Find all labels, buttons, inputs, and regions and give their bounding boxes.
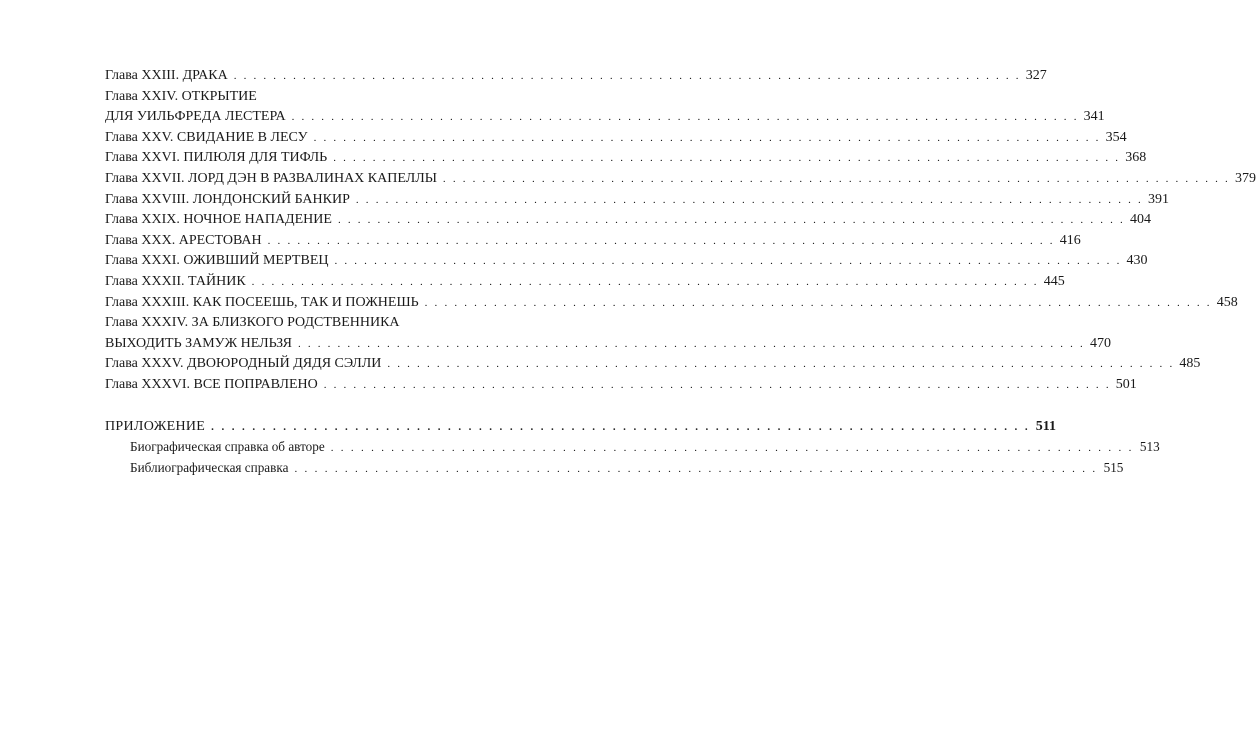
chapter-page-number: 391 bbox=[1147, 191, 1169, 207]
chapter-entry bbox=[105, 87, 494, 108]
chapter-entry bbox=[105, 231, 1081, 252]
chapter-list bbox=[105, 66, 1256, 396]
chapter-page-number: 404 bbox=[1130, 212, 1151, 228]
appendix-item-entry bbox=[105, 437, 1160, 458]
chapter-entry bbox=[105, 293, 1238, 314]
section-gap bbox=[105, 396, 494, 417]
chapter-title: Глава XXXII. ТАЙНИК bbox=[105, 273, 246, 289]
appendix-item-page-number: 515 bbox=[1103, 459, 1124, 475]
chapter-title: Глава XXVI. ПИЛЮЛЯ ДЛЯ ТИФЛЬ bbox=[105, 150, 328, 166]
chapter-entry bbox=[105, 128, 1127, 149]
chapter-entry bbox=[105, 272, 1065, 293]
dot-leader: . . . . . . . . . . . . . . . . . . . . . . . . . . . . . . . . . . . . . . . . . . . . . . . . . . . . . . . . . . . . . . . . . . . . . . . . . . . . . . . . bbox=[387, 358, 1175, 371]
chapter-page-number: 341 bbox=[1083, 109, 1105, 125]
chapter-page-number: 354 bbox=[1105, 129, 1127, 145]
chapter-entry bbox=[105, 148, 1147, 169]
chapter-title: Глава XXIV. ОТКРЫТИЕ bbox=[105, 88, 257, 104]
chapter-entry bbox=[105, 313, 494, 334]
chapter-title: Глава XXIII. ДРАКА bbox=[105, 68, 228, 83]
chapter-title: Глава XXV. СВИДАНИЕ В ЛЕСУ bbox=[105, 129, 308, 145]
chapter-title: Глава XXVII. ЛОРД ДЭН В РАЗВАЛИНАХ КАПЕЛЛЫ bbox=[105, 170, 437, 186]
dot-leader: . . . . . . . . . . . . . . . . . . . . . . . . . . . . . . . . . . . . . . . . . . . . . . . . . . . . . . . . . . . . . . . . . . . . . . . . . . . . . . . . bbox=[294, 462, 1098, 475]
chapter-entry bbox=[105, 66, 1047, 87]
appendix-item-list bbox=[105, 437, 1160, 478]
chapter-page-number: 445 bbox=[1043, 273, 1065, 289]
dot-leader: . . . . . . . . . . . . . . . . . . . . . . . . . . . . . . . . . . . . . . . . . . . . . . . . . . . . . . . . . . . . . . . . . . . . . . . . . . . . . . . . bbox=[323, 378, 1111, 391]
dot-leader: . . . . . . . . . . . . . . . . . . . . . . . . . . . . . . . . . . . . . . . . . . . . . . . . . . . . . . . . . . . . . . . . . . . . . . . . . . . . . . . . bbox=[251, 275, 1039, 288]
dot-leader: . . . . . . . . . . . . . . . . . . . . . . . . . . . . . . . . . . . . . . . . . . . . . . . . . . . . . . . . . . . . . . . . . . . . . . . . . . . . . . . . bbox=[211, 420, 1030, 433]
dot-leader: . . . . . . . . . . . . . . . . . . . . . . . . . . . . . . . . . . . . . . . . . . . . . . . . . . . . . . . . . . . . . . . . . . . . . . . . . . . . . . . . bbox=[355, 193, 1143, 206]
chapter-page-number: 379 bbox=[1234, 170, 1256, 186]
dot-leader: . . . . . . . . . . . . . . . . . . . . . . . . . . . . . . . . . . . . . . . . . . . . . . . . . . . . . . . . . . . . . . . . . . . . . . . . . . . . . . . . bbox=[330, 442, 1134, 455]
dot-leader: . . . . . . . . . . . . . . . . . . . . . . . . . . . . . . . . . . . . . . . . . . . . . . . . . . . . . . . . . . . . . . . . . . . . . . . . . . . . . . . . bbox=[442, 172, 1230, 185]
chapter-page-number: 430 bbox=[1126, 253, 1148, 269]
appendix-title: ПРИЛОЖЕНИЕ bbox=[105, 418, 206, 434]
table-of-contents bbox=[105, 66, 1256, 478]
dot-leader: . . . . . . . . . . . . . . . . . . . . . . . . . . . . . . . . . . . . . . . . . . . . . . . . . . . . . . . . . . . . . . . . . . . . . . . . . . . . . . . . bbox=[334, 255, 1122, 268]
chapter-entry bbox=[105, 251, 1148, 272]
chapter-entry bbox=[105, 107, 1105, 128]
chapter-entry bbox=[105, 210, 1151, 231]
chapter-title: Глава XXXV. ДВОЮРОДНЫЙ ДЯДЯ СЭЛЛИ bbox=[105, 356, 382, 372]
chapter-entry bbox=[105, 334, 1111, 355]
chapter-page-number: 416 bbox=[1059, 232, 1081, 248]
chapter-title: Глава XXVIII. ЛОНДОНСКИЙ БАНКИР bbox=[105, 191, 350, 207]
appendix-item-title: Библиографическая справка bbox=[130, 459, 289, 475]
dot-leader: . . . . . . . . . . . . . . . . . . . . . . . . . . . . . . . . . . . . . . . . . . . . . . . . . . . . . . . . . . . . . . . . . . . . . . . . . . . . . . . . bbox=[313, 131, 1101, 144]
chapter-page-number: 327 bbox=[1025, 68, 1047, 83]
chapter-title: Глава XXXIII. КАК ПОСЕЕШЬ, ТАК И ПОЖНЕШЬ bbox=[105, 294, 419, 310]
appendix-item-entry bbox=[105, 458, 1124, 479]
appendix-entry bbox=[105, 417, 1056, 438]
chapter-page-number: 470 bbox=[1090, 335, 1111, 351]
chapter-title: Глава XXXI. ОЖИВШИЙ МЕРТВЕЦ bbox=[105, 253, 329, 269]
dot-leader: . . . . . . . . . . . . . . . . . . . . . . . . . . . . . . . . . . . . . . . . . . . . . . . . . . . . . . . . . . . . . . . . . . . . . . . . . . . . . . . . bbox=[291, 111, 1079, 124]
dot-leader: . . . . . . . . . . . . . . . . . . . . . . . . . . . . . . . . . . . . . . . . . . . . . . . . . . . . . . . . . . . . . . . . . . . . . . . . . . . . . . . . bbox=[424, 296, 1212, 309]
dot-leader: . . . . . . . . . . . . . . . . . . . . . . . . . . . . . . . . . . . . . . . . . . . . . . . . . . . . . . . . . . . . . . . . . . . . . . . . . . . . . . . . bbox=[297, 337, 1085, 350]
dot-leader: . . . . . . . . . . . . . . . . . . . . . . . . . . . . . . . . . . . . . . . . . . . . . . . . . . . . . . . . . . . . . . . . . . . . . . . . . . . . . . . . bbox=[333, 152, 1121, 165]
appendix-item-title: Биографическая справка об авторе bbox=[130, 439, 325, 455]
chapter-page-number: 458 bbox=[1216, 294, 1238, 310]
chapter-title: Глава XXX. АРЕСТОВАН bbox=[105, 232, 262, 248]
appendix-page-number: 511 bbox=[1035, 418, 1056, 434]
chapter-title: Глава XXXVI. ВСЕ ПОПРАВЛЕНО bbox=[105, 376, 318, 392]
dot-leader: . . . . . . . . . . . . . . . . . . . . . . . . . . . . . . . . . . . . . . . . . . . . . . . . . . . . . . . . . . . . . . . . . . . . . . . . . . . . . . . . bbox=[233, 70, 1021, 82]
chapter-entry bbox=[105, 354, 1201, 375]
chapter-entry bbox=[105, 169, 1256, 190]
chapter-title: Глава XXXIV. ЗА БЛИЗКОГО РОДСТВЕННИКА bbox=[105, 315, 400, 331]
chapter-title: ДЛЯ УИЛЬФРЕДА ЛЕСТЕРА bbox=[105, 109, 286, 125]
chapter-page-number: 485 bbox=[1179, 356, 1201, 372]
chapter-entry bbox=[105, 190, 1169, 211]
dot-leader: . . . . . . . . . . . . . . . . . . . . . . . . . . . . . . . . . . . . . . . . . . . . . . . . . . . . . . . . . . . . . . . . . . . . . . . . . . . . . . . . bbox=[267, 234, 1055, 247]
chapter-entry bbox=[105, 375, 1137, 396]
chapter-title: Глава XXIX. НОЧНОЕ НАПАДЕНИЕ bbox=[105, 212, 332, 228]
chapter-page-number: 501 bbox=[1115, 376, 1137, 392]
appendix-item-page-number: 513 bbox=[1139, 439, 1160, 455]
dot-leader: . . . . . . . . . . . . . . . . . . . . . . . . . . . . . . . . . . . . . . . . . . . . . . . . . . . . . . . . . . . . . . . . . . . . . . . . . . . . . . . . bbox=[337, 214, 1125, 227]
chapter-page-number: 368 bbox=[1125, 150, 1147, 166]
chapter-title: ВЫХОДИТЬ ЗАМУЖ НЕЛЬЗЯ bbox=[105, 335, 292, 351]
